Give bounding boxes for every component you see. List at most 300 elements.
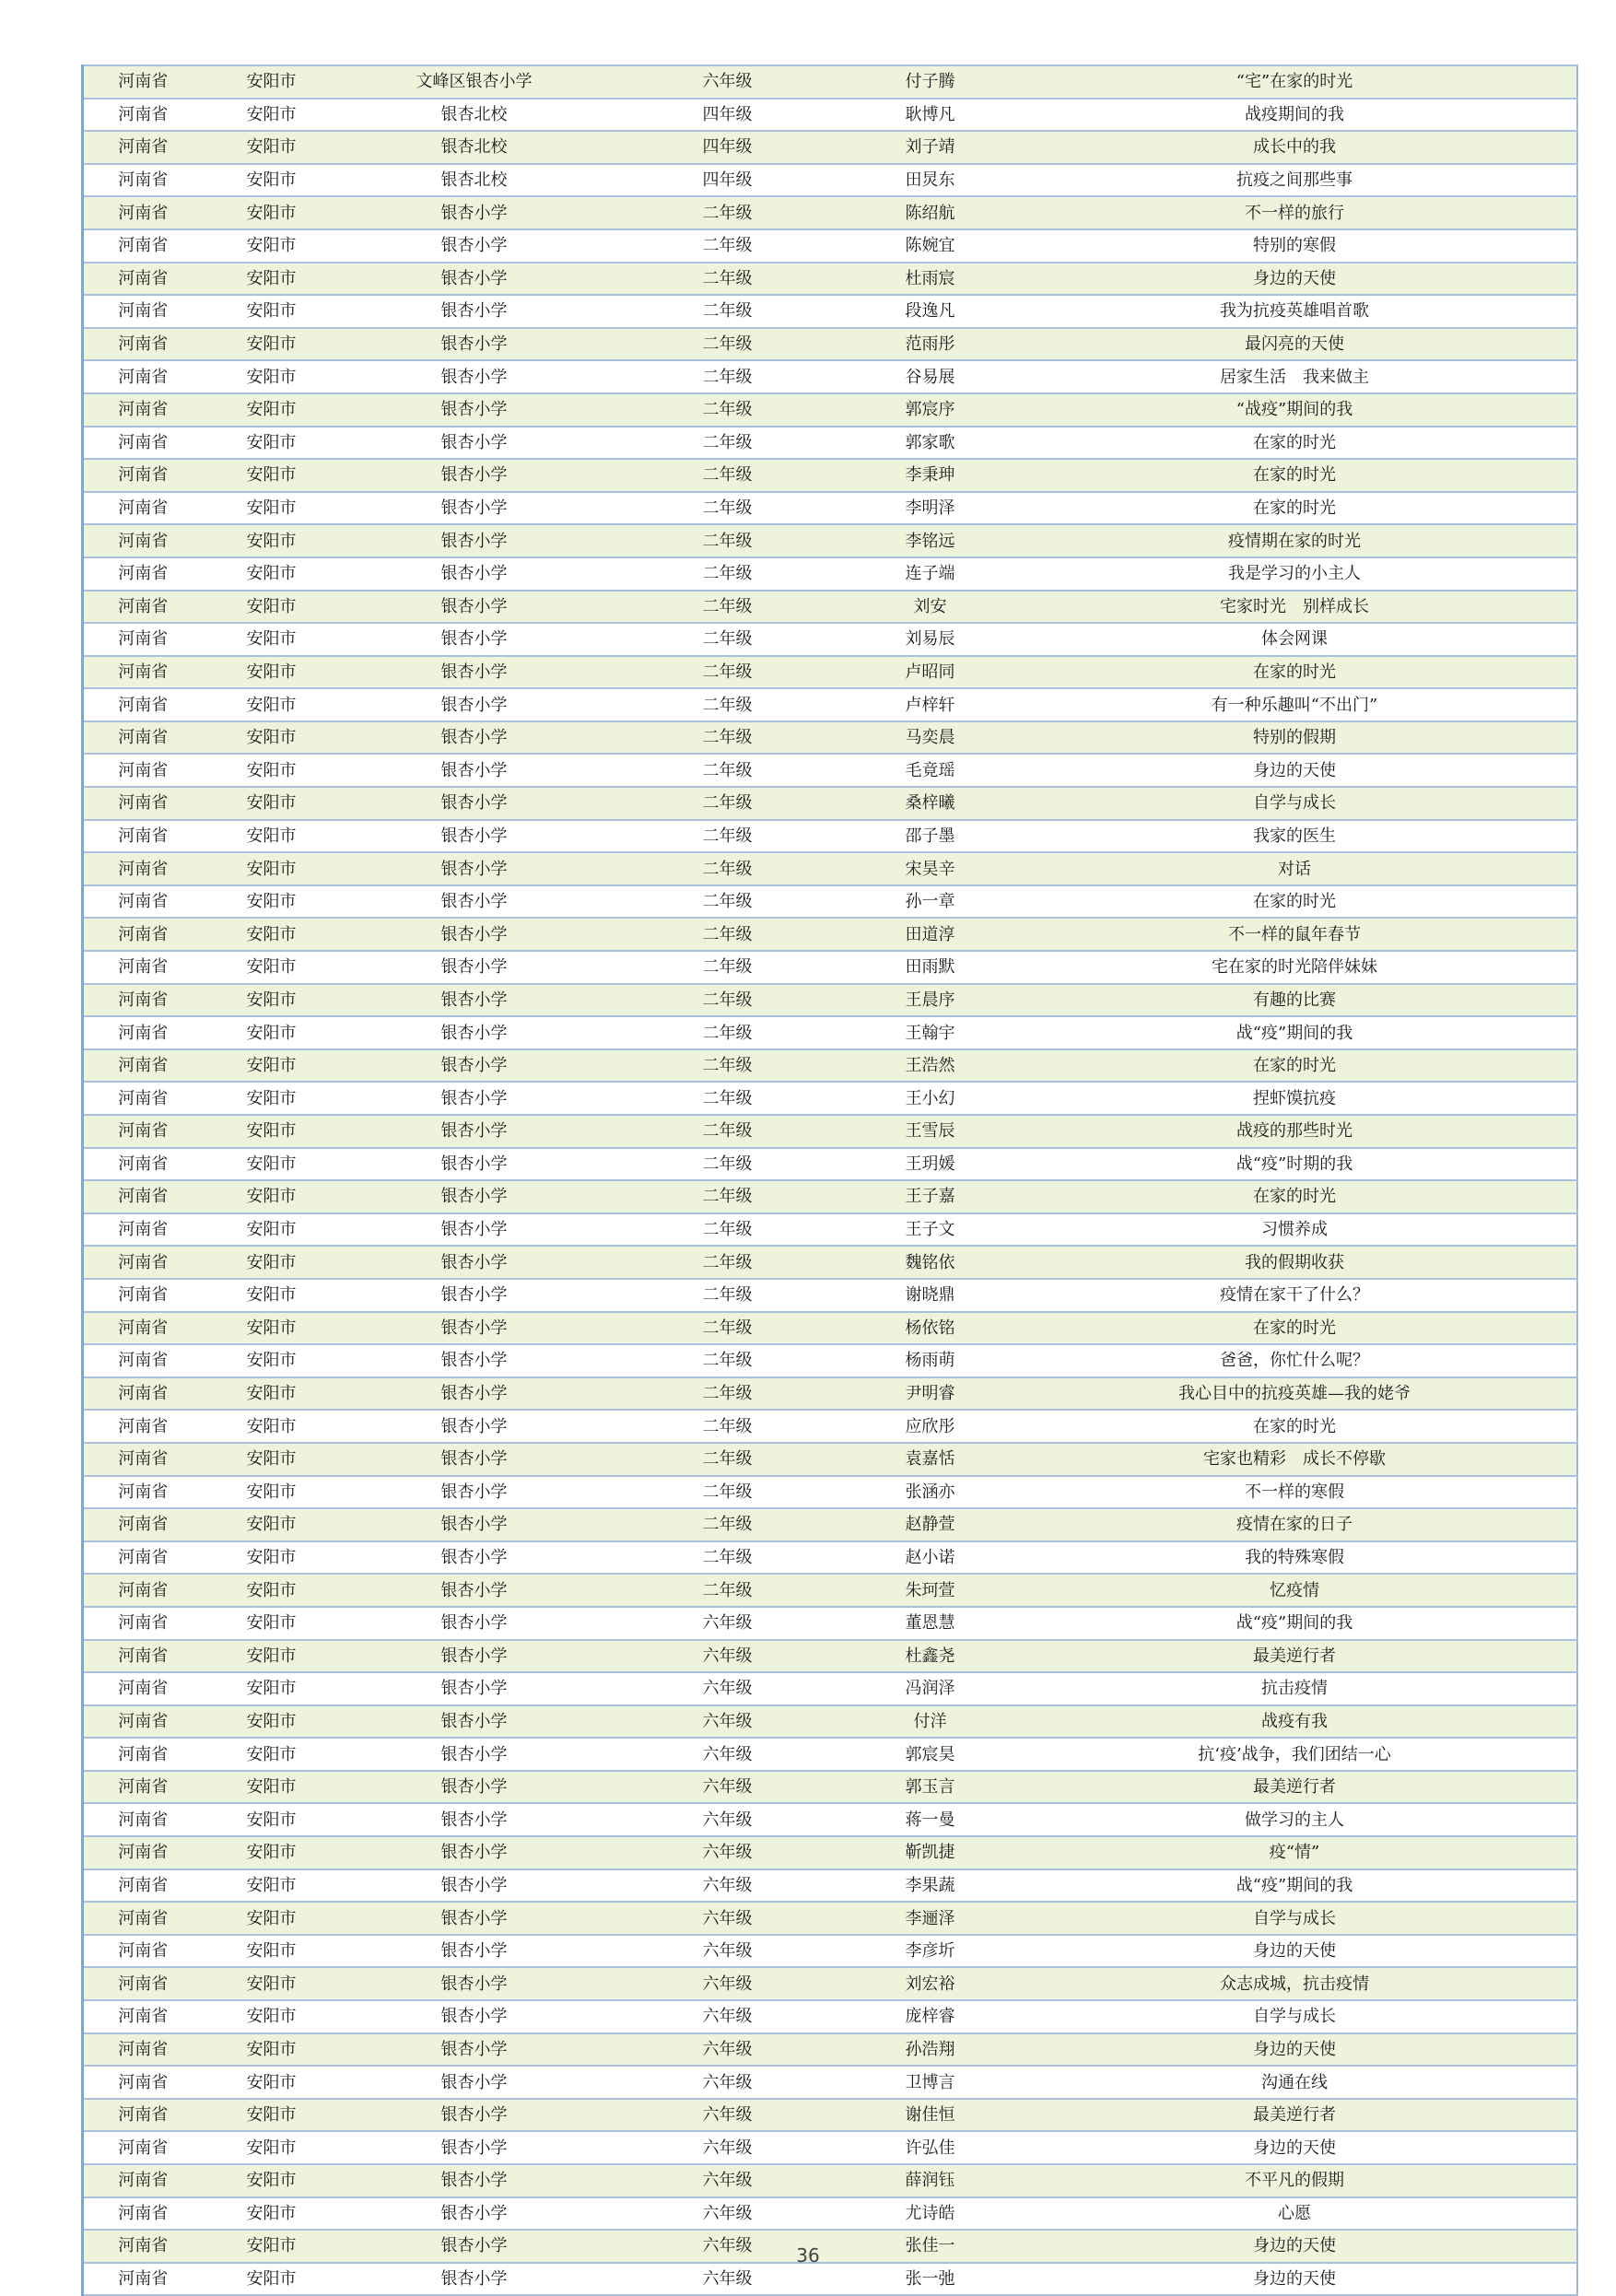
table-row [83, 164, 1577, 197]
work-title-cell: 我是学习的小主人 [1013, 557, 1577, 591]
work-title-cell: 疫情在家的日子 [1013, 1508, 1577, 1541]
table-row [83, 885, 1577, 919]
work-title-cell: 身边的天使 [1013, 1935, 1577, 1968]
city-cell: 安阳市 [203, 1279, 341, 1312]
province-cell: 河南省 [83, 1967, 203, 2000]
grade-cell: 二年级 [608, 1016, 848, 1049]
table-row [83, 360, 1577, 393]
grade-cell: 二年级 [608, 1508, 848, 1541]
city-cell: 安阳市 [203, 1967, 341, 2000]
school-cell: 银杏小学 [341, 295, 608, 328]
table-row [83, 1607, 1577, 1640]
work-title-cell: 捏虾馍抗疫 [1013, 1082, 1577, 1115]
work-title-cell: 抗击疫情 [1013, 1672, 1577, 1705]
grade-cell: 二年级 [608, 656, 848, 689]
grade-cell: 二年级 [608, 393, 848, 427]
work-title-cell: 在家的时光 [1013, 459, 1577, 492]
school-cell: 银杏小学 [341, 1148, 608, 1181]
school-cell: 银杏小学 [341, 1082, 608, 1115]
student-name-cell: 尤诗皓 [848, 2197, 1013, 2231]
student-name-cell: 桑梓曦 [848, 787, 1013, 820]
school-cell: 银杏小学 [341, 623, 608, 656]
city-cell: 安阳市 [203, 2230, 341, 2263]
student-name-cell: 李果蔬 [848, 1869, 1013, 1903]
table-row [83, 1672, 1577, 1705]
work-title-cell: 在家的时光 [1013, 492, 1577, 525]
city-cell: 安阳市 [203, 1803, 341, 1836]
student-name-cell: 赵静萱 [848, 1508, 1013, 1541]
work-title-cell: 最美逆行者 [1013, 1640, 1577, 1673]
student-name-cell: 王浩然 [848, 1049, 1013, 1083]
grade-cell: 六年级 [608, 1902, 848, 1935]
table-row [83, 328, 1577, 361]
province-cell: 河南省 [83, 852, 203, 885]
table-row [83, 65, 1577, 99]
province-cell: 河南省 [83, 1246, 203, 1279]
school-cell: 银杏小学 [341, 688, 608, 721]
table-row [83, 2099, 1577, 2132]
school-cell: 银杏小学 [341, 1312, 608, 1345]
province-cell: 河南省 [83, 1771, 203, 1804]
work-title-cell: 在家的时光 [1013, 1049, 1577, 1083]
grade-cell: 二年级 [608, 1049, 848, 1083]
grade-cell: 二年级 [608, 1443, 848, 1476]
student-name-cell: 朱珂萱 [848, 1574, 1013, 1607]
work-title-cell: 宅家时光 别样成长 [1013, 591, 1577, 624]
work-title-cell: 成长中的我 [1013, 131, 1577, 164]
school-cell: 银杏小学 [341, 1738, 608, 1771]
table-row [83, 918, 1577, 951]
work-title-cell: 对话 [1013, 852, 1577, 885]
student-name-cell: 耿博凡 [848, 99, 1013, 132]
table-row [83, 1082, 1577, 1115]
city-cell: 安阳市 [203, 1574, 341, 1607]
province-cell: 河南省 [83, 1016, 203, 1049]
table-row [83, 393, 1577, 427]
city-cell: 安阳市 [203, 2099, 341, 2132]
city-cell: 安阳市 [203, 2164, 341, 2197]
student-name-cell: 田雨默 [848, 951, 1013, 984]
student-name-cell: 张涵亦 [848, 1476, 1013, 1509]
student-name-cell: 刘宏裕 [848, 1967, 1013, 2000]
province-cell: 河南省 [83, 885, 203, 919]
student-name-cell: 郭玉言 [848, 1771, 1013, 1804]
province-cell: 河南省 [83, 99, 203, 132]
school-cell: 银杏小学 [341, 1902, 608, 1935]
city-cell: 安阳市 [203, 1180, 341, 1213]
province-cell: 河南省 [83, 1705, 203, 1739]
student-name-cell: 王晨序 [848, 984, 1013, 1017]
province-cell: 河南省 [83, 2230, 203, 2263]
student-name-cell: 谷易展 [848, 360, 1013, 393]
grade-cell: 二年级 [608, 427, 848, 460]
province-cell: 河南省 [83, 1344, 203, 1377]
grade-cell: 二年级 [608, 885, 848, 919]
grade-cell: 六年级 [608, 2131, 848, 2164]
school-cell: 银杏北校 [341, 164, 608, 197]
student-name-cell: 孙浩翔 [848, 2033, 1013, 2067]
school-cell: 银杏小学 [341, 360, 608, 393]
grade-cell: 二年级 [608, 492, 848, 525]
grade-cell: 二年级 [608, 852, 848, 885]
work-title-cell: 疫情期在家的时光 [1013, 524, 1577, 557]
table-row [83, 951, 1577, 984]
table-row [83, 1443, 1577, 1476]
work-title-cell: 宅在家的时光陪伴妹妹 [1013, 951, 1577, 984]
grade-cell: 六年级 [608, 2230, 848, 2263]
table-row [83, 1148, 1577, 1181]
school-cell: 银杏小学 [341, 2099, 608, 2132]
grade-cell: 六年级 [608, 1836, 848, 1869]
school-cell: 银杏小学 [341, 852, 608, 885]
student-name-cell: 段逸凡 [848, 295, 1013, 328]
work-title-cell: 众志成城，抗击疫情 [1013, 1967, 1577, 2000]
student-name-cell: 薛润钰 [848, 2164, 1013, 2197]
city-cell: 安阳市 [203, 459, 341, 492]
grade-cell: 二年级 [608, 360, 848, 393]
student-name-cell: 许弘佳 [848, 2131, 1013, 2164]
school-cell: 银杏小学 [341, 721, 608, 755]
student-name-cell: 庞梓睿 [848, 2000, 1013, 2033]
work-title-cell: 自学与成长 [1013, 787, 1577, 820]
province-cell: 河南省 [83, 1082, 203, 1115]
grade-cell: 六年级 [608, 1967, 848, 2000]
grade-cell: 二年级 [608, 1279, 848, 1312]
student-name-cell: 郭宸序 [848, 393, 1013, 427]
province-cell: 河南省 [83, 820, 203, 853]
student-name-cell: 刘子靖 [848, 131, 1013, 164]
student-name-cell: 范雨彤 [848, 328, 1013, 361]
province-cell: 河南省 [83, 1148, 203, 1181]
province-cell: 河南省 [83, 984, 203, 1017]
city-cell: 安阳市 [203, 1508, 341, 1541]
city-cell: 安阳市 [203, 492, 341, 525]
grade-cell: 六年级 [608, 2066, 848, 2099]
province-cell: 河南省 [83, 295, 203, 328]
student-name-cell: 李明泽 [848, 492, 1013, 525]
city-cell: 安阳市 [203, 524, 341, 557]
province-cell: 河南省 [83, 1115, 203, 1148]
province-cell: 河南省 [83, 2099, 203, 2132]
school-cell: 银杏小学 [341, 1541, 608, 1575]
work-title-cell: 身边的天使 [1013, 2033, 1577, 2067]
city-cell: 安阳市 [203, 557, 341, 591]
table-row [83, 1935, 1577, 1968]
work-title-cell: 抗疫之间那些事 [1013, 164, 1577, 197]
table-row [83, 1771, 1577, 1804]
province-cell: 河南省 [83, 196, 203, 229]
city-cell: 安阳市 [203, 99, 341, 132]
school-cell: 银杏小学 [341, 1803, 608, 1836]
city-cell: 安阳市 [203, 295, 341, 328]
table-row [83, 1836, 1577, 1869]
student-name-cell: 刘易辰 [848, 623, 1013, 656]
city-cell: 安阳市 [203, 1443, 341, 1476]
province-cell: 河南省 [83, 1508, 203, 1541]
student-name-cell: 李逦泽 [848, 1902, 1013, 1935]
table-row [83, 1213, 1577, 1247]
school-cell: 银杏小学 [341, 1836, 608, 1869]
grade-cell: 二年级 [608, 229, 848, 263]
student-name-cell: 刘安 [848, 591, 1013, 624]
student-name-cell: 付洋 [848, 1705, 1013, 1739]
city-cell: 安阳市 [203, 2263, 341, 2296]
table-row [83, 2033, 1577, 2067]
student-name-cell: 谢佳恒 [848, 2099, 1013, 2132]
city-cell: 安阳市 [203, 885, 341, 919]
student-name-cell: 应欣彤 [848, 1410, 1013, 1443]
school-cell: 银杏北校 [341, 99, 608, 132]
province-cell: 河南省 [83, 492, 203, 525]
student-name-cell: 王子嘉 [848, 1180, 1013, 1213]
province-cell: 河南省 [83, 656, 203, 689]
school-cell: 银杏小学 [341, 754, 608, 787]
province-cell: 河南省 [83, 1279, 203, 1312]
school-cell: 银杏小学 [341, 229, 608, 263]
work-title-cell: 自学与成长 [1013, 1902, 1577, 1935]
school-cell: 银杏小学 [341, 1640, 608, 1673]
school-cell: 银杏小学 [341, 2131, 608, 2164]
student-name-cell: 郭宸昊 [848, 1738, 1013, 1771]
student-name-cell: 陈婉宜 [848, 229, 1013, 263]
school-cell: 银杏小学 [341, 2164, 608, 2197]
grade-cell: 二年级 [608, 787, 848, 820]
table-row [83, 2263, 1577, 2296]
grade-cell: 二年级 [608, 591, 848, 624]
grade-cell: 六年级 [608, 1738, 848, 1771]
grade-cell: 二年级 [608, 557, 848, 591]
grade-cell: 二年级 [608, 754, 848, 787]
province-cell: 河南省 [83, 459, 203, 492]
city-cell: 安阳市 [203, 2033, 341, 2067]
province-cell: 河南省 [83, 1902, 203, 1935]
school-cell: 银杏小学 [341, 1705, 608, 1739]
work-title-cell: 在家的时光 [1013, 1410, 1577, 1443]
table-row [83, 1279, 1577, 1312]
grade-cell: 六年级 [608, 2000, 848, 2033]
student-name-cell: 卢昭同 [848, 656, 1013, 689]
school-cell: 银杏小学 [341, 1443, 608, 1476]
student-name-cell: 宋昊辛 [848, 852, 1013, 885]
work-title-cell: 战“疫”期间的我 [1013, 1607, 1577, 1640]
table-row [83, 263, 1577, 296]
city-cell: 安阳市 [203, 1607, 341, 1640]
table-row [83, 1246, 1577, 1279]
grade-cell: 二年级 [608, 1574, 848, 1607]
work-title-cell: 战“疫”期间的我 [1013, 1016, 1577, 1049]
province-cell: 河南省 [83, 427, 203, 460]
school-cell: 银杏小学 [341, 1476, 608, 1509]
school-cell: 银杏小学 [341, 1279, 608, 1312]
province-cell: 河南省 [83, 1541, 203, 1575]
work-title-cell: 沟通在线 [1013, 2066, 1577, 2099]
student-name-cell: 李彦圻 [848, 1935, 1013, 1968]
work-title-cell: 忆疫情 [1013, 1574, 1577, 1607]
grade-cell: 六年级 [608, 1640, 848, 1673]
province-cell: 河南省 [83, 1180, 203, 1213]
grade-cell: 二年级 [608, 263, 848, 296]
grade-cell: 二年级 [608, 1180, 848, 1213]
work-title-cell: 不一样的旅行 [1013, 196, 1577, 229]
grade-cell: 二年级 [608, 1082, 848, 1115]
city-cell: 安阳市 [203, 1935, 341, 1968]
city-cell: 安阳市 [203, 951, 341, 984]
city-cell: 安阳市 [203, 984, 341, 1017]
city-cell: 安阳市 [203, 1377, 341, 1411]
table-row [83, 852, 1577, 885]
table-row [83, 2000, 1577, 2033]
grade-cell: 四年级 [608, 131, 848, 164]
school-cell: 银杏小学 [341, 1246, 608, 1279]
work-title-cell: 不一样的鼠年春节 [1013, 918, 1577, 951]
school-cell: 银杏小学 [341, 393, 608, 427]
award-list-body [83, 65, 1577, 2295]
table-row [83, 623, 1577, 656]
grade-cell: 二年级 [608, 1213, 848, 1247]
student-name-cell: 尹明睿 [848, 1377, 1013, 1411]
city-cell: 安阳市 [203, 427, 341, 460]
work-title-cell: 有一种乐趣叫“不出门” [1013, 688, 1577, 721]
work-title-cell: 在家的时光 [1013, 1312, 1577, 1345]
work-title-cell: 我的假期收获 [1013, 1246, 1577, 1279]
table-row [83, 1640, 1577, 1673]
work-title-cell: 特别的假期 [1013, 721, 1577, 755]
grade-cell: 六年级 [608, 1771, 848, 1804]
province-cell: 河南省 [83, 1377, 203, 1411]
city-cell: 安阳市 [203, 2197, 341, 2231]
province-cell: 河南省 [83, 2033, 203, 2067]
city-cell: 安阳市 [203, 2131, 341, 2164]
table-row [83, 1115, 1577, 1148]
grade-cell: 二年级 [608, 196, 848, 229]
province-cell: 河南省 [83, 1312, 203, 1345]
work-title-cell: 身边的天使 [1013, 263, 1577, 296]
student-name-cell: 卫博言 [848, 2066, 1013, 2099]
table-row [83, 2131, 1577, 2164]
province-cell: 河南省 [83, 721, 203, 755]
student-name-cell: 李铭远 [848, 524, 1013, 557]
province-cell: 河南省 [83, 787, 203, 820]
table-row [83, 459, 1577, 492]
province-cell: 河南省 [83, 1869, 203, 1903]
work-title-cell: 战疫有我 [1013, 1705, 1577, 1739]
grade-cell: 六年级 [608, 1869, 848, 1903]
work-title-cell: 有趣的比赛 [1013, 984, 1577, 1017]
work-title-cell: 最闪亮的天使 [1013, 328, 1577, 361]
table-row [83, 1344, 1577, 1377]
province-cell: 河南省 [83, 918, 203, 951]
school-cell: 银杏小学 [341, 1771, 608, 1804]
grade-cell: 二年级 [608, 524, 848, 557]
province-cell: 河南省 [83, 1607, 203, 1640]
city-cell: 安阳市 [203, 1115, 341, 1148]
student-name-cell: 郭家歌 [848, 427, 1013, 460]
grade-cell: 二年级 [608, 1410, 848, 1443]
work-title-cell: 特别的寒假 [1013, 229, 1577, 263]
school-cell: 银杏小学 [341, 1213, 608, 1247]
province-cell: 河南省 [83, 1803, 203, 1836]
grade-cell: 六年级 [608, 65, 848, 99]
province-cell: 河南省 [83, 328, 203, 361]
school-cell: 银杏小学 [341, 2000, 608, 2033]
school-cell: 银杏小学 [341, 591, 608, 624]
province-cell: 河南省 [83, 1574, 203, 1607]
grade-cell: 六年级 [608, 1672, 848, 1705]
province-cell: 河南省 [83, 2263, 203, 2296]
city-cell: 安阳市 [203, 1869, 341, 1903]
city-cell: 安阳市 [203, 1640, 341, 1673]
province-cell: 河南省 [83, 623, 203, 656]
student-name-cell: 董恩慧 [848, 1607, 1013, 1640]
city-cell: 安阳市 [203, 196, 341, 229]
school-cell: 银杏小学 [341, 2197, 608, 2231]
school-cell: 银杏小学 [341, 1869, 608, 1903]
province-cell: 河南省 [83, 557, 203, 591]
student-name-cell: 靳凯捷 [848, 1836, 1013, 1869]
school-cell: 银杏小学 [341, 885, 608, 919]
city-cell: 安阳市 [203, 1902, 341, 1935]
table-row [83, 557, 1577, 591]
table-row [83, 1312, 1577, 1345]
school-cell: 银杏小学 [341, 951, 608, 984]
grade-cell: 六年级 [608, 2263, 848, 2296]
grade-cell: 六年级 [608, 2164, 848, 2197]
student-name-cell: 袁嘉恬 [848, 1443, 1013, 1476]
school-cell: 银杏小学 [341, 196, 608, 229]
grade-cell: 二年级 [608, 328, 848, 361]
table-row [83, 1738, 1577, 1771]
work-title-cell: 习惯养成 [1013, 1213, 1577, 1247]
grade-cell: 二年级 [608, 918, 848, 951]
student-name-cell: 杜雨宸 [848, 263, 1013, 296]
province-cell: 河南省 [83, 2066, 203, 2099]
work-title-cell: 自学与成长 [1013, 2000, 1577, 2033]
work-title-cell: 在家的时光 [1013, 885, 1577, 919]
table-row [83, 1016, 1577, 1049]
province-cell: 河南省 [83, 2164, 203, 2197]
city-cell: 安阳市 [203, 164, 341, 197]
work-title-cell: 在家的时光 [1013, 427, 1577, 460]
table-row [83, 2164, 1577, 2197]
school-cell: 银杏小学 [341, 263, 608, 296]
table-row [83, 984, 1577, 1017]
grade-cell: 二年级 [608, 1377, 848, 1411]
school-cell: 银杏小学 [341, 656, 608, 689]
student-name-cell: 张佳一 [848, 2230, 1013, 2263]
province-cell: 河南省 [83, 1476, 203, 1509]
city-cell: 安阳市 [203, 1082, 341, 1115]
student-name-cell: 孙一章 [848, 885, 1013, 919]
grade-cell: 二年级 [608, 1312, 848, 1345]
city-cell: 安阳市 [203, 1049, 341, 1083]
table-row [83, 196, 1577, 229]
province-cell: 河南省 [83, 131, 203, 164]
city-cell: 安阳市 [203, 852, 341, 885]
student-name-cell: 王雪辰 [848, 1115, 1013, 1148]
student-name-cell: 谢晓鼎 [848, 1279, 1013, 1312]
table-row [83, 656, 1577, 689]
work-title-cell: 战“疫”期间的我 [1013, 1869, 1577, 1903]
grade-cell: 六年级 [608, 2099, 848, 2132]
school-cell: 银杏小学 [341, 427, 608, 460]
city-cell: 安阳市 [203, 229, 341, 263]
student-name-cell: 赵小诺 [848, 1541, 1013, 1575]
student-name-cell: 杜鑫尧 [848, 1640, 1013, 1673]
work-title-cell: 不一样的寒假 [1013, 1476, 1577, 1509]
province-cell: 河南省 [83, 229, 203, 263]
table-row [83, 229, 1577, 263]
city-cell: 安阳市 [203, 688, 341, 721]
